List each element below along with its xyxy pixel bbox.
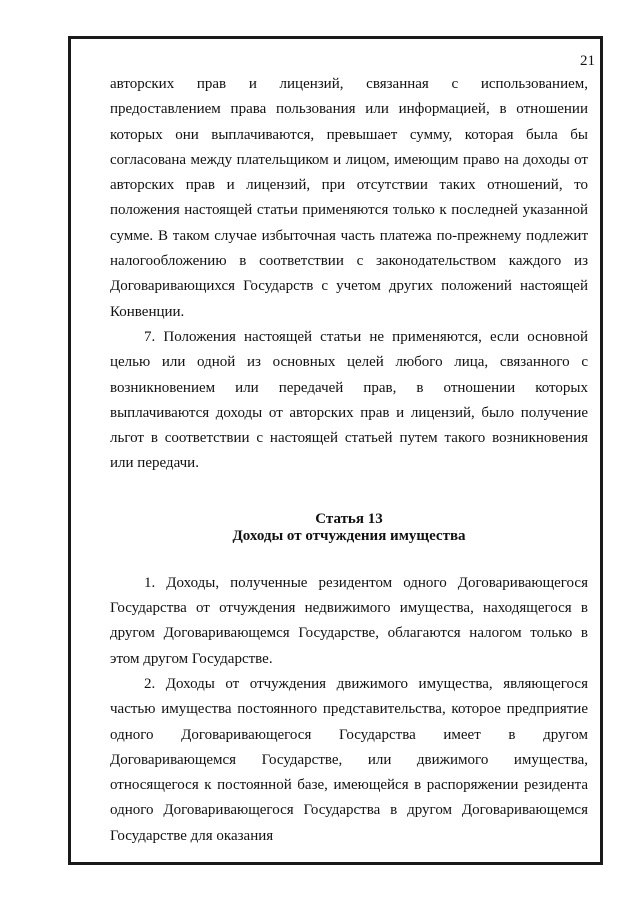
document-body — [110, 72, 588, 849]
article-title: Доходы от отчуждения имущества — [232, 528, 466, 545]
paragraph-1: 1. Доходы, полученные резидентом одного Договаривающегося Государства от отчуждения недвижимого имущества, находящегося в другом Договаривающемся Государстве, облагаются налогом только в этом другом Государстве. — [110, 574, 588, 667]
article-number: Статья 13 — [315, 510, 383, 527]
paragraph-2: 2. Доходы от отчуждения движимого имущества, являющегося частью имущества постоянного представительства, которое предприятие одного Договаривающегося Государства имеет в другом Договаривающемся Государстве, или движимого имущества, относящегося к постоянной базе, имеющейся в распоряжении резидента одного Договаривающегося Государства в другом Договаривающемся Государстве для оказания — [110, 675, 588, 844]
page-number: 21 — [580, 53, 595, 69]
paragraph-continuation: авторских прав и лицензий, связанная с использованием, предоставлением права пользования или информацией, в отношении которых они выплачиваются, превышает сумму, которая была бы согласована между плательщиком и лицом, имеющим право на доходы от авторских прав и лицензий, при отсутствии таких отношений, то положения настоящей статьи применяются только к последней указанной сумме. В таком случае избыточная часть платежа по-прежнему подлежит налогообложению в соответствии с законодательством каждого из Договаривающихся Государств с учетом других положений настоящей Конвенции. — [110, 76, 588, 320]
paragraph-7: 7. Положения настоящей статьи не применяются, если основной целью или одной из основных целей любого лица, связанного с возникновением или передачей прав, в отношении которых выплачиваются доходы от авторских прав и лицензий, было получение льгот в соответствии с настоящей статьей путем такого возникновения или передачи. — [110, 328, 588, 472]
article-heading — [110, 511, 588, 546]
